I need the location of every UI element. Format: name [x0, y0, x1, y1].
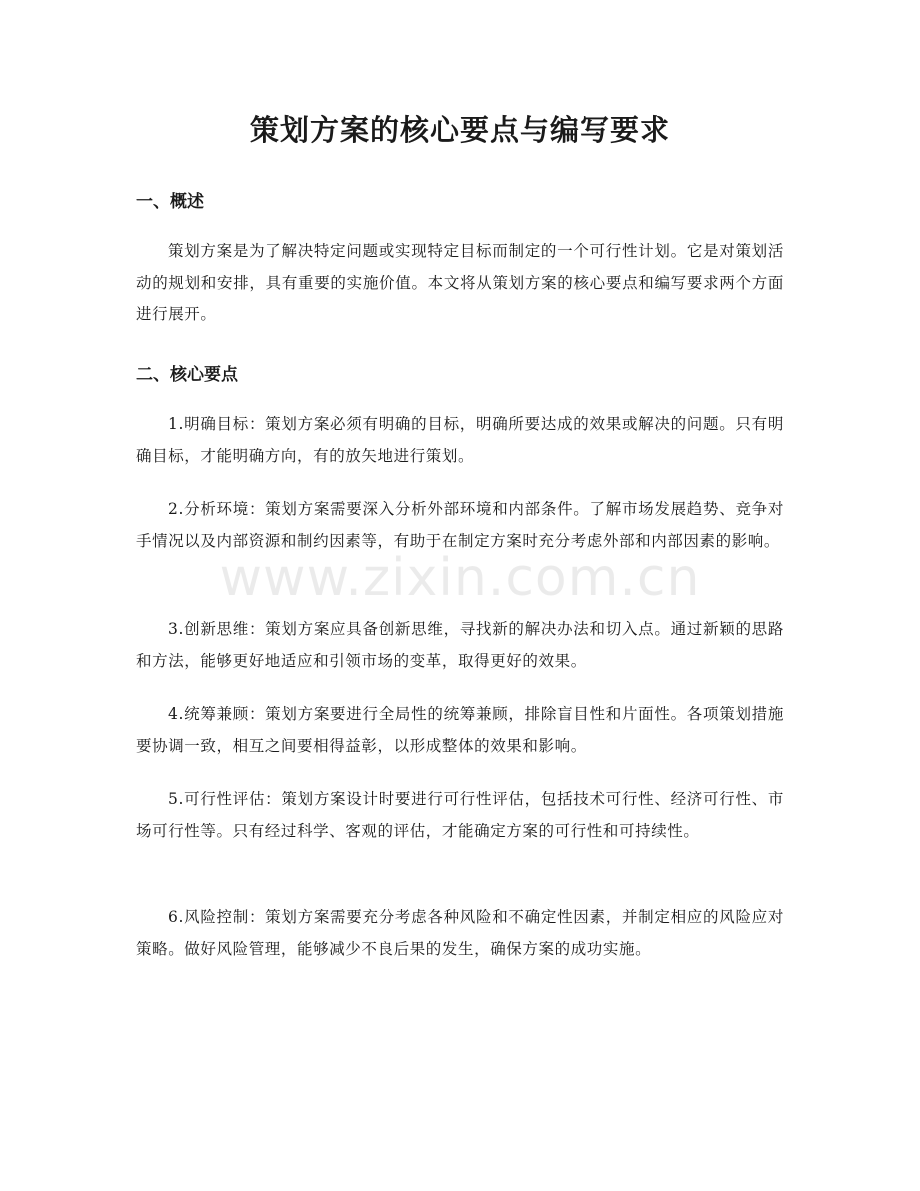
section-heading-core-points: 二、核心要点 — [136, 365, 238, 385]
core-point-paragraph: 6.风险控制：策划方案需要充分考虑各种风险和不确定性因素，并制定相应的风险应对策略。做好风险管理，能够减少不良后果的发生，确保方案的成功实施。 — [136, 908, 784, 958]
section-heading-overview: 一、概述 — [136, 192, 204, 212]
core-point-paragraph: 1.明确目标：策划方案必须有明确的目标，明确所要达成的效果或解决的问题。只有明确目标，才能明确方向，有的放矢地进行策划。 — [136, 415, 784, 465]
core-point-paragraph: 2.分析环境：策划方案需要深入分析外部环境和内部条件。了解市场发展趋势、竞争对手情况以及内部资源和制约因素等，有助于在制定方案时充分考虑外部和内部因素的影响。 — [136, 500, 784, 550]
document-title: 策划方案的核心要点与编写要求 — [249, 113, 670, 147]
core-point-paragraph: 5.可行性评估：策划方案设计时要进行可行性评估，包括技术可行性、经济可行性、市场可行性等。只有经过科学、客观的评估，才能确定方案的可行性和可持续性。 — [136, 790, 784, 840]
watermark: www.zixin.com.cn — [219, 548, 701, 608]
overview-paragraph: 策划方案是为了解决特定问题或实现特定目标而制定的一个可行性计划。它是对策划活动的规划和安排，具有重要的实施价值。本文将从策划方案的核心要点和编写要求两个方面进行展开。 — [136, 242, 784, 323]
core-point-paragraph: 3.创新思维：策划方案应具备创新思维，寻找新的解决办法和切入点。通过新颖的思路和方法，能够更好地适应和引领市场的变革，取得更好的效果。 — [136, 620, 784, 670]
core-point-paragraph: 4.统筹兼顾：策划方案要进行全局性的统筹兼顾，排除盲目性和片面性。各项策划措施要协调一致，相互之间要相得益彰，以形成整体的效果和影响。 — [136, 705, 784, 755]
